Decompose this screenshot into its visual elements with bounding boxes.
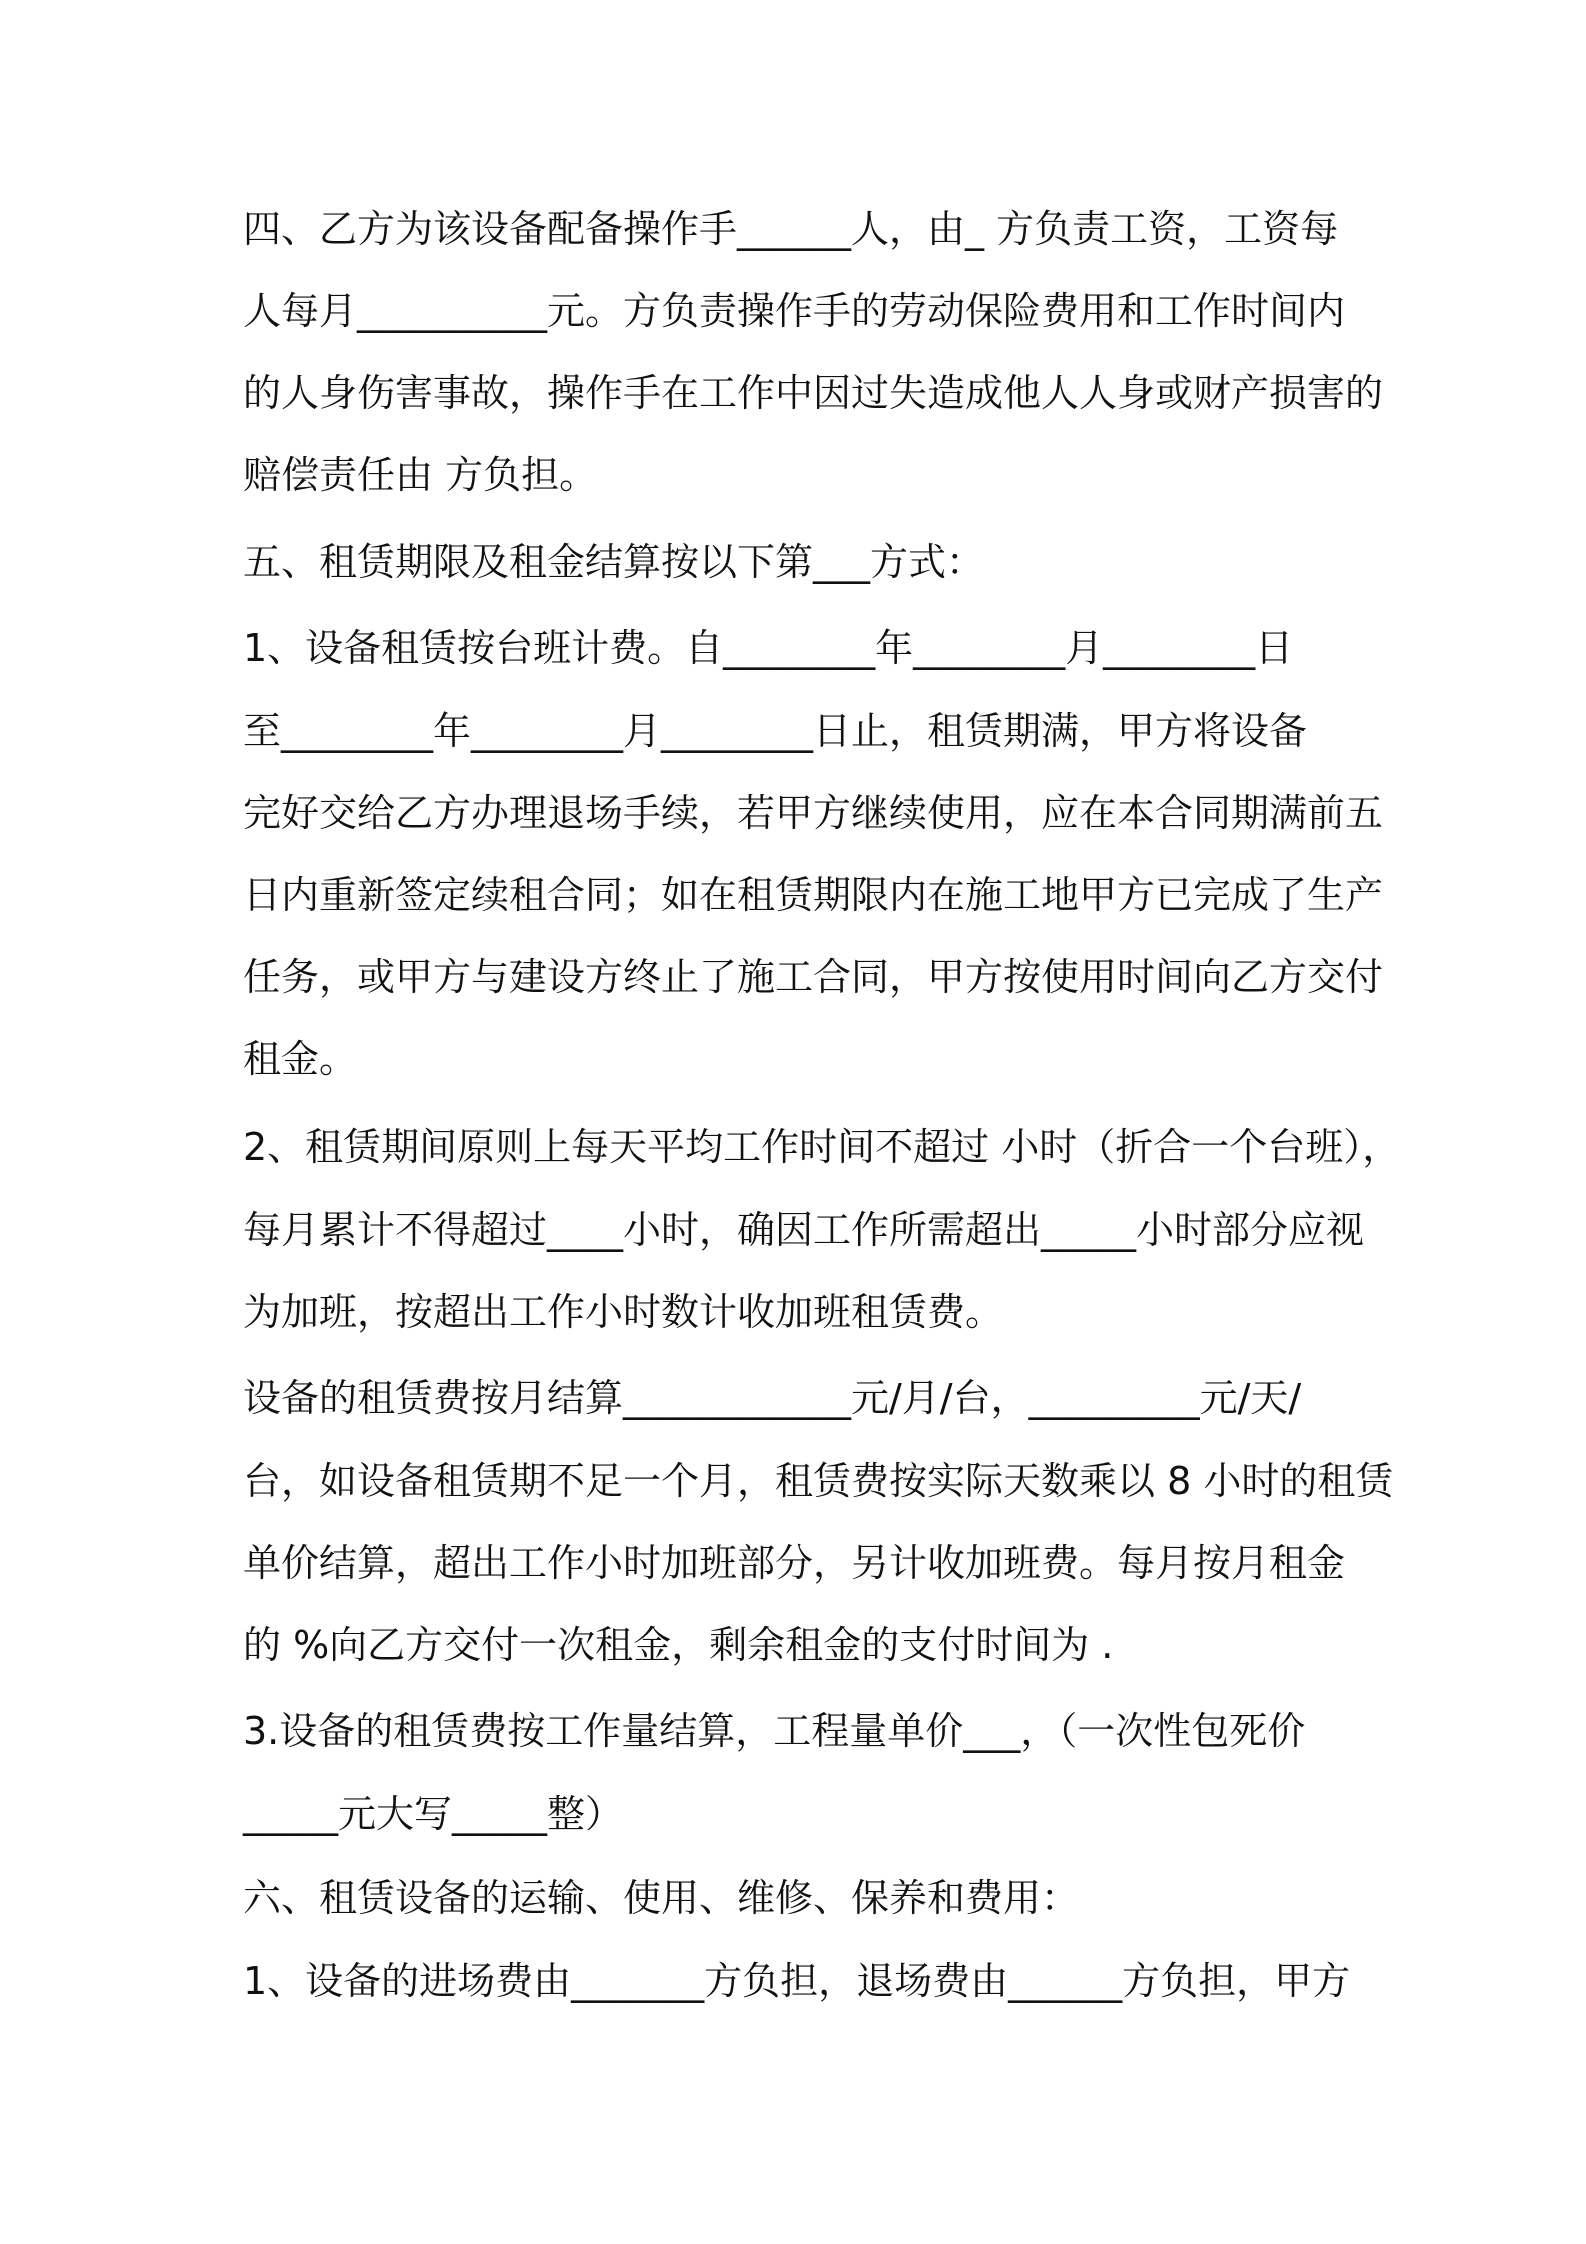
text-line: _____元大写_____整） xyxy=(243,1792,624,1836)
text-line: 五、租赁期限及租金结算按以下第___方式： xyxy=(243,540,985,584)
text-line: 赔偿责任由 方负担。 xyxy=(243,453,598,497)
text-line: 四、乙方为该设备配备操作手______人，由_ 方负责工资，工资每 xyxy=(243,207,1339,251)
text-line: 单价结算，超出工作小时加班部分，另计收加班费。每月按月租金 xyxy=(243,1541,1346,1585)
text-line: 2、租赁期间原则上每天平均工作时间不超过 小时（折合一个台班）， xyxy=(243,1125,1401,1169)
text-line: 1、设备租赁按台班计费。自________年________月________日 xyxy=(243,626,1294,670)
text-line: 1、设备的进场费由_______方负担，退场费由______方负担，甲方 xyxy=(243,1959,1351,2003)
text-line: 台，如设备租赁期不足一个月，租赁费按实际天数乘以 8 小时的租赁 xyxy=(243,1459,1394,1503)
text-line: 租金。 xyxy=(243,1037,358,1081)
text-line: 任务，或甲方与建设方终止了施工合同，甲方按使用时间向乙方交付 xyxy=(243,955,1384,999)
text-line: 每月累计不得超过____小时，确因工作所需超出_____小时部分应视 xyxy=(243,1208,1365,1252)
text-line: 设备的租赁费按月结算____________元/月/台，_________元/天/ xyxy=(243,1376,1302,1420)
text-line: 至________年________月________日止，租赁期满，甲方将设备 xyxy=(243,709,1308,753)
text-line: 六、租赁设备的运输、使用、维修、保养和费用： xyxy=(243,1876,1080,1920)
text-line: 的 %向乙方交付一次租金，剩余租金的支付时间为 . xyxy=(243,1623,1114,1667)
text-line: 为加班，按超出工作小时数计收加班租赁费。 xyxy=(243,1290,1004,1334)
text-line: 日内重新签定续租合同；如在租赁期限内在施工地甲方已完成了生产 xyxy=(243,873,1384,917)
text-line: 完好交给乙方办理退场手续，若甲方继续使用，应在本合同期满前五 xyxy=(243,791,1384,835)
text-line: 的人身伤害事故，操作手在工作中因过失造成他人人身或财产损害的 xyxy=(243,371,1384,415)
text-line: 人每月__________元。方负责操作手的劳动保险费用和工作时间内 xyxy=(243,289,1346,333)
text-line: 3.设备的租赁费按工作量结算，工程量单价___，（一次性包死价 xyxy=(243,1709,1306,1753)
